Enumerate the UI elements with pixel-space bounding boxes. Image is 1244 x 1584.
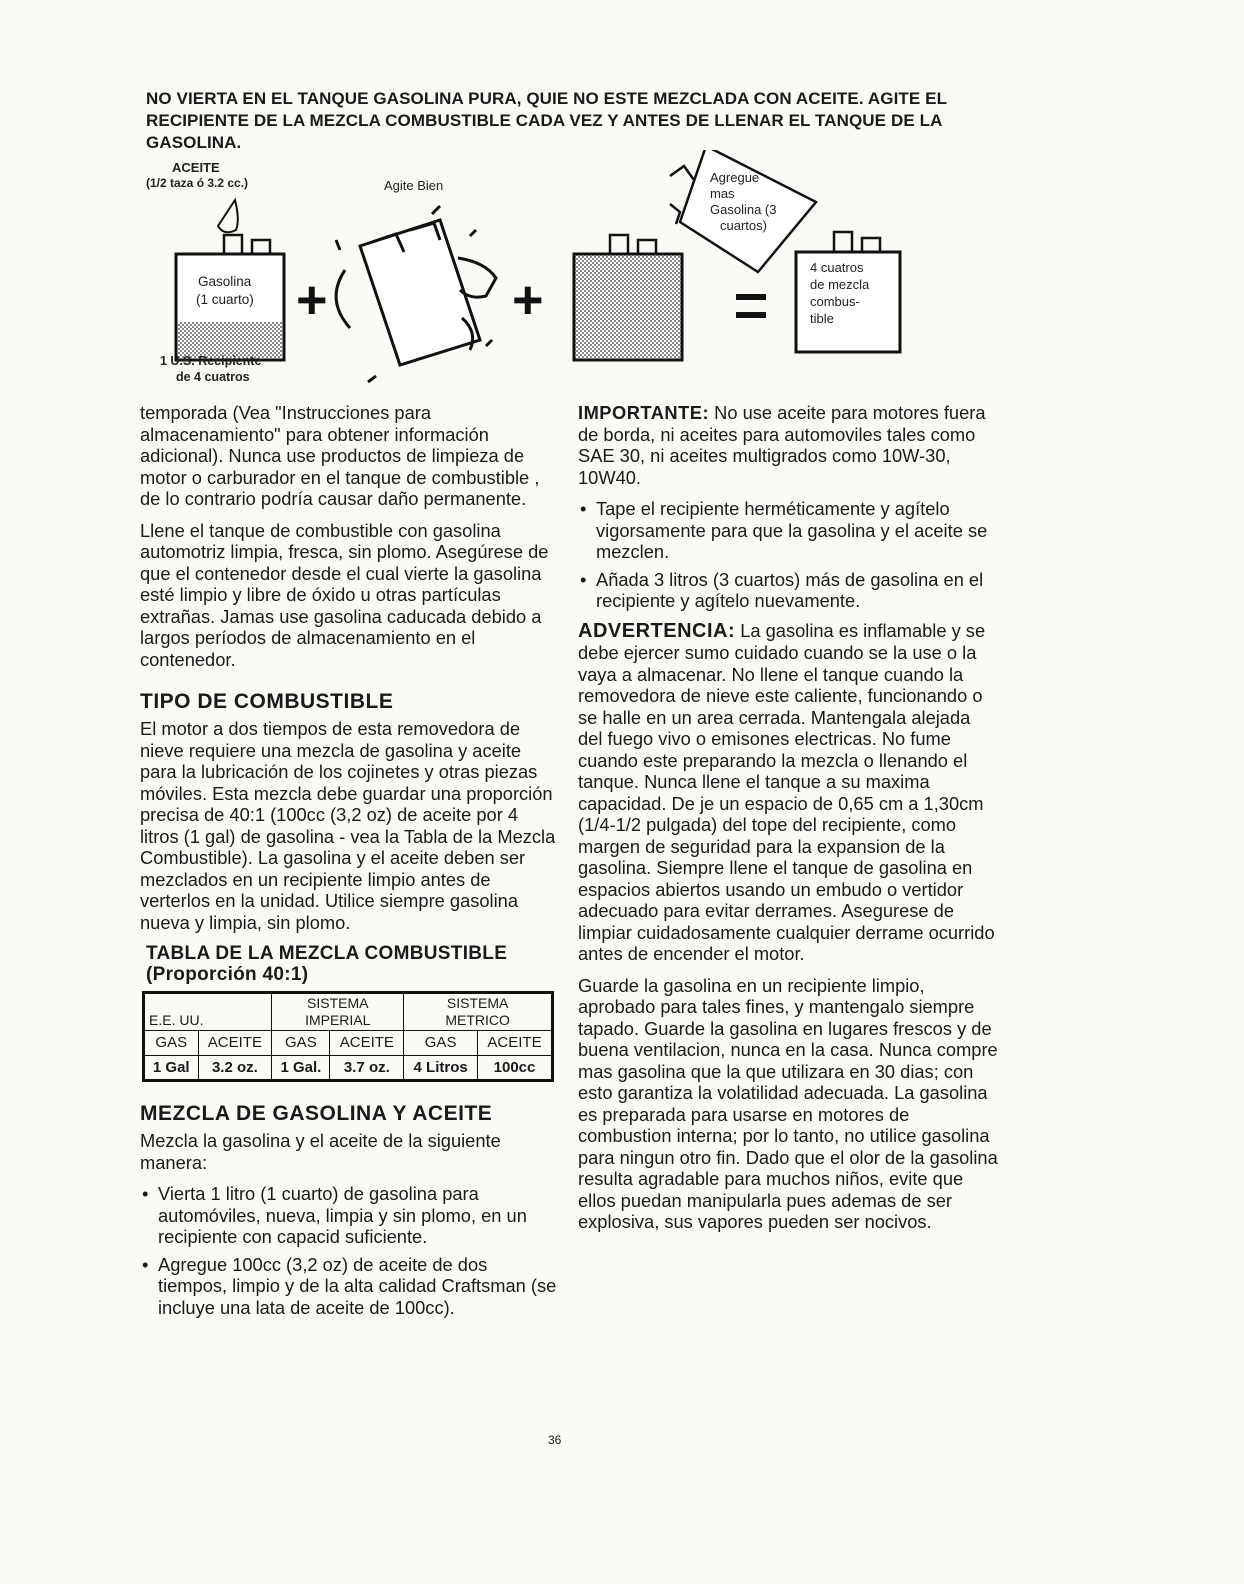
table-row	[144, 1055, 553, 1081]
add-gas-label-1: Agregue	[710, 170, 760, 185]
col-gas: GAS	[404, 1031, 478, 1056]
warning-header: NO VIERTA EN EL TANQUE GASOLINA PURA, QUIE NO ESTE MEZCLADA CON ACEITE. AGITE EL RECIPIENTE DE LA MEZCLA COMBUSTIBLE CADA VEZ Y ANTES DE LLENAR EL TANQUE DE LA GASOLINA.	[146, 89, 947, 152]
col-aceite: ACEITE	[478, 1031, 553, 1056]
col-gas: GAS	[144, 1031, 199, 1056]
can1-gas-label: Gasolina	[198, 274, 252, 289]
add-gas-label-3: Gasolina (3	[710, 202, 777, 217]
list-item: • Tape el recipiente herméticamente y agítelo vigorsamente para que la gasolina y el aceite se mezclen.	[578, 498, 998, 563]
paragraph-fuel-type: El motor a dos tiempos de esta removedora de nieve requiere una mezcla de gasolina y aceite para la lubricación de los cojinetes y otras piezas móviles. Esta mezcla debe guardar una proporción precisa de 40:1 (100cc (3,2 oz) de aceite por 4 litros (1 gal) de gasolina - vea la Tabla de la Mezcla Combustible). La gasolina y el aceite deben ser mezclados en un recipiente limpio antes de verterlos en la unidad. Utilice siempre gasolina nueva y limpia, sin plomo.	[140, 718, 556, 933]
warning-text: La gasolina es inflamable y se debe ejercer sumo cuidado cuando se la use o la vaya a almacenar. No llene el tanque cuando la removedora de nieve este caliente, funcionando o se halle en un area cerrada. Mantengala alejada del fuego vivo o emisones electricas. No fume cuando este preparando la mezcla o llenando el tanque. Nunca llene el tanque a su maxima capacidad. De je un espacio de 0,65 cm a 1,30cm (1/4-1/2 pulgada) del tope del recipiente, como margen de seguridad para la expansion de la gasolina. Siempre llene el tanque de gasolina en espacios abiertos usando un embudo o vertidor adecuado para evitar derrames. Asegurese de limpiar cuidadosamente cualquier derrame ocurrido antes de encender el motor.	[578, 619, 995, 964]
heading-fuel-type: TIPO DE COMBUSTIBLE	[140, 690, 394, 713]
table-group-row	[144, 993, 553, 1031]
equals-sign	[736, 294, 766, 300]
plus-sign: +	[296, 270, 328, 330]
table-title-main: TABLA DE LA MEZCLA COMBUSTIBLE	[146, 943, 508, 964]
result-label-2: de mezcla	[810, 277, 870, 292]
col-aceite: ACEITE	[330, 1031, 404, 1056]
important-label: IMPORTANTE:	[578, 402, 710, 423]
cell-value: 1 Gal.	[272, 1055, 330, 1081]
oil-label: ACEITE	[172, 160, 220, 175]
group-us: E.E. UU.	[144, 993, 272, 1031]
cell-value: 3.2 oz.	[198, 1055, 272, 1081]
col-gas: GAS	[272, 1031, 330, 1056]
oil-amount-label: (1/2 taza ó 3.2 cc.)	[146, 176, 249, 190]
paragraph-warning	[578, 620, 998, 965]
warning-label: ADVERTENCIA:	[578, 619, 736, 642]
result-label-3: combus-	[810, 294, 860, 309]
can1-quart-label: (1 cuarto)	[196, 292, 254, 307]
table-title	[146, 943, 560, 985]
heading-mixing: MEZCLA DE GASOLINA Y ACEITE	[140, 1102, 493, 1125]
right-column	[578, 402, 998, 1243]
table-header-row	[144, 1031, 553, 1056]
result-can-icon	[796, 232, 900, 352]
fuel-mix-diagram	[140, 150, 920, 396]
paragraph-important	[578, 402, 998, 488]
list-item: • Agregue 100cc (3,2 oz) de aceite de dos tiempos, limpio y de la alta calidad Craftsman (se incluye una lata de aceite de 100cc).	[140, 1254, 560, 1319]
left-column	[140, 402, 560, 1326]
list-item: • Vierta 1 litro (1 cuarto) de gasolina para automóviles, nueva, limpia y sin plomo, en un recipiente con capacid suficiente.	[140, 1183, 560, 1248]
table-title-ratio: (Proporción 40:1)	[146, 964, 309, 985]
add-gas-label-4: cuartos)	[720, 218, 767, 233]
paragraph-mixing-intro: Mezcla la gasolina y el aceite de la siguiente manera:	[140, 1130, 501, 1173]
container-label-2: de 4 cuatros	[176, 370, 250, 384]
cell-value: 4 Litros	[404, 1055, 478, 1081]
paragraph-fill-tank: Llene el tanque de combustible con gasolina automotriz limpia, fresca, sin plomo. Asegúrese de que el contenedor desde el cual vierte la gasolina esté limpio y libre de óxido u otras partículas extrañas. Jamas use gasolina caducada debido a largos períodos de almacenamiento en el contenedor.	[140, 519, 549, 670]
mixed-can-icon	[574, 235, 682, 360]
cell-value: 3.7 oz.	[330, 1055, 404, 1081]
list-item: • Añada 3 litros (3 cuartos) más de gasolina en el recipiente y agítelo nuevamente.	[578, 569, 998, 612]
oil-drop-icon	[218, 200, 238, 232]
mixing-steps-list	[140, 1183, 560, 1318]
add-gas-label-2: mas	[710, 186, 735, 201]
important-text: No use aceite para motores fuera de borda, ni aceites para automoviles tales como SAE 30, ni aceites multigrados como 10W-30, 10W40.	[578, 402, 986, 488]
result-label-4: tible	[810, 311, 834, 326]
fuel-mix-table	[142, 991, 554, 1082]
page-number: 36	[548, 1433, 562, 1447]
shake-can-icon	[336, 206, 496, 382]
result-label-1: 4 cuatros	[810, 260, 864, 275]
col-aceite: ACEITE	[198, 1031, 272, 1056]
paragraph-storage-advice: Guarde la gasolina en un recipiente limpio, aprobado para tales fines, y mantengalo siempre tapado. Guarde la gasolina en lugares frescos y de buena ventilacion, nunca en la casa. Nunca compre mas gasolina que la que utilizara en 30 dias; con esto garantiza la volatilidad adecuada. La gasolina es preparada para usarse en motores de combustion interna; por lo tanto, no utilice gasolina para ningun otro fin. Dado que el olor de la gasolina resulta agradable para muchos niños, evite que ellos puedan manipularla pues ademas de ser explosiva, sus vapores pueden ser nocivos.	[578, 974, 998, 1232]
cell-value: 100cc	[478, 1055, 553, 1081]
cell-value: 1 Gal	[144, 1055, 199, 1081]
shake-label: Agite Bien	[384, 178, 444, 193]
plus-sign: +	[512, 270, 544, 330]
group-imperial: SISTEMA IMPERIAL	[272, 993, 404, 1031]
shake-steps-list	[578, 498, 998, 612]
group-metric: SISTEMA METRICO	[404, 993, 553, 1031]
container-label-1: 1 U.S. Recipiente	[160, 354, 262, 368]
paragraph-storage: temporada (Vea "Instrucciones para almacenamiento" para obtener información adicional). Nunca use productos de limpieza de motor o carburador en el tanque de combustible , de lo contrario podría causar daño permanente.	[140, 402, 540, 509]
